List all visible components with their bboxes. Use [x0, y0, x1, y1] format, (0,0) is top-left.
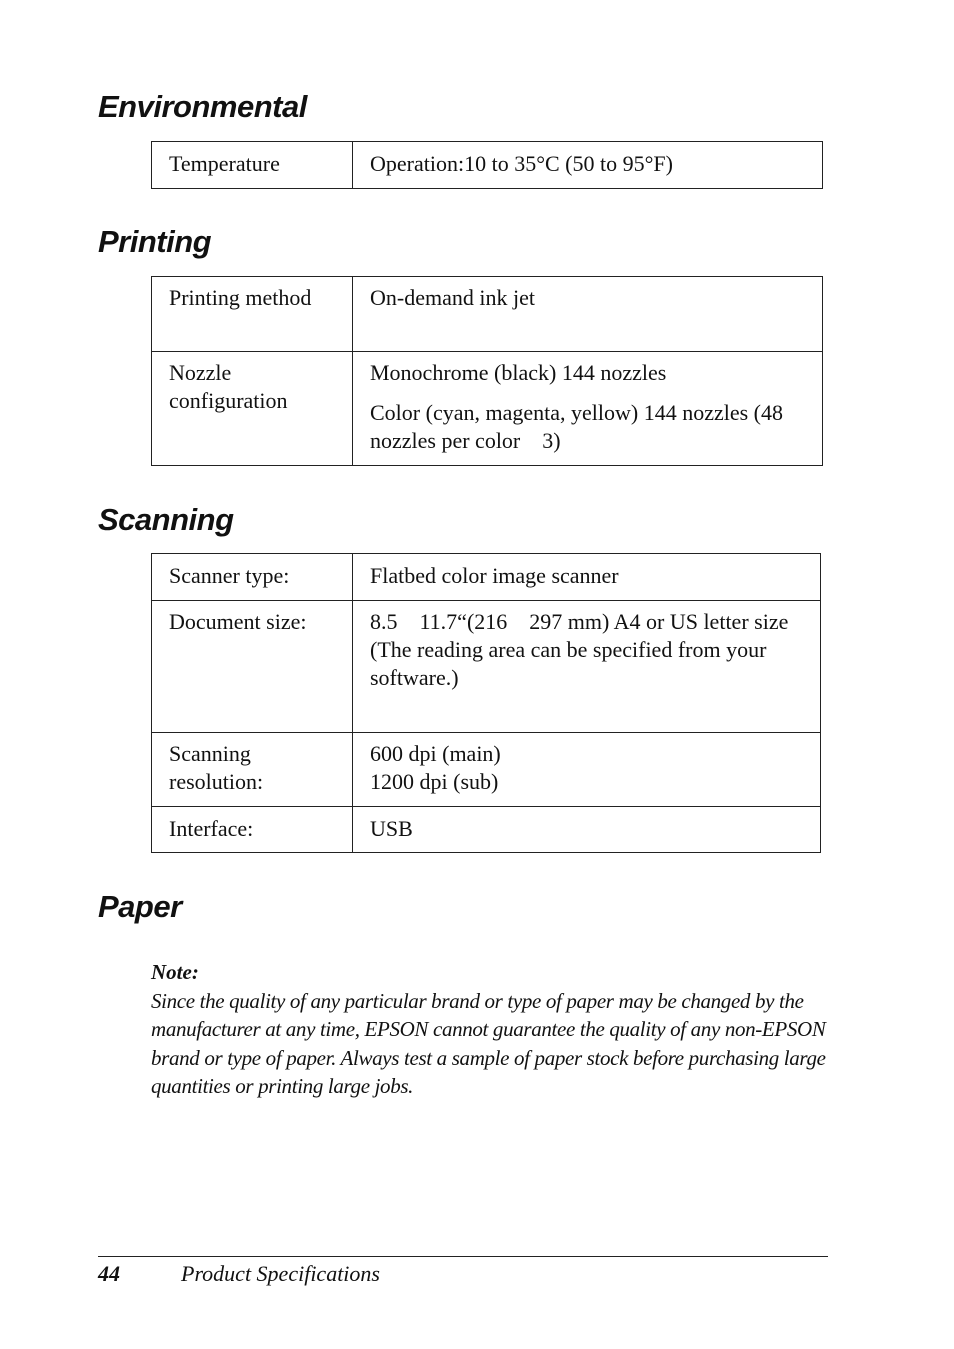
nozzle-color-text: Color (cyan, magenta, yellow) 144 nozzles (48 nozzles per color 3): [370, 400, 789, 453]
section-heading-environmental: Environmental: [98, 89, 307, 124]
row-label-scanner-type: Scanner type:: [152, 554, 353, 601]
document-size-dimensions: 8.5 11.7“(216 297 mm) A4 or US letter size: [370, 609, 789, 634]
printing-table: [151, 276, 823, 466]
environmental-table: [151, 141, 823, 189]
table-row: [152, 733, 821, 807]
row-value-temperature: Operation:10 to 35°C (50 to 95°F): [353, 142, 823, 189]
row-value-nozzle-configuration: [353, 352, 823, 466]
page-number: 44: [98, 1261, 120, 1286]
running-title: Product Specifications: [181, 1261, 380, 1286]
section-heading-scanning: Scanning: [98, 502, 234, 537]
row-label-printing-method: Printing method: [152, 277, 353, 352]
row-value-interface: USB: [353, 807, 821, 853]
section-heading-printing: Printing: [98, 224, 212, 259]
resolution-sub: 1200 dpi (sub): [370, 769, 499, 794]
row-value-scanner-type: Flatbed color image scanner: [353, 554, 821, 601]
scanning-table: [151, 553, 821, 853]
row-value-document-size: [353, 601, 821, 733]
footer-rule: [98, 1256, 828, 1257]
row-label-interface: Interface:: [152, 807, 353, 853]
table-row: [152, 352, 823, 466]
row-label-temperature: Temperature: [152, 142, 353, 189]
document-size-note: (The reading area can be specified from your software.): [370, 637, 767, 690]
row-label-nozzle-configuration: Nozzle configuration: [152, 352, 353, 466]
table-row: [152, 601, 821, 733]
note-title: Note:: [151, 960, 199, 984]
row-label-scanning-resolution: Scanning resolution:: [152, 733, 353, 807]
paper-note: [151, 958, 831, 1101]
row-label-document-size: Document size:: [152, 601, 353, 733]
table-row: [152, 807, 821, 853]
nozzle-monochrome-text: Monochrome (black) 144 nozzles: [370, 360, 667, 385]
table-row: [152, 277, 823, 352]
resolution-main: 600 dpi (main): [370, 741, 501, 766]
section-heading-paper: Paper: [98, 889, 182, 924]
note-text: Since the quality of any particular brand or type of paper may be changed by the manufacturer at any time, EPSON cannot guarantee the quality of any non-EPSON brand or type of paper. Always test a sample of paper stock before purchasing large quantities or printing large jobs.: [151, 988, 826, 1098]
table-row: [152, 142, 823, 189]
table-row: [152, 554, 821, 601]
row-value-scanning-resolution: [353, 733, 821, 807]
row-value-printing-method: On-demand ink jet: [353, 277, 823, 352]
